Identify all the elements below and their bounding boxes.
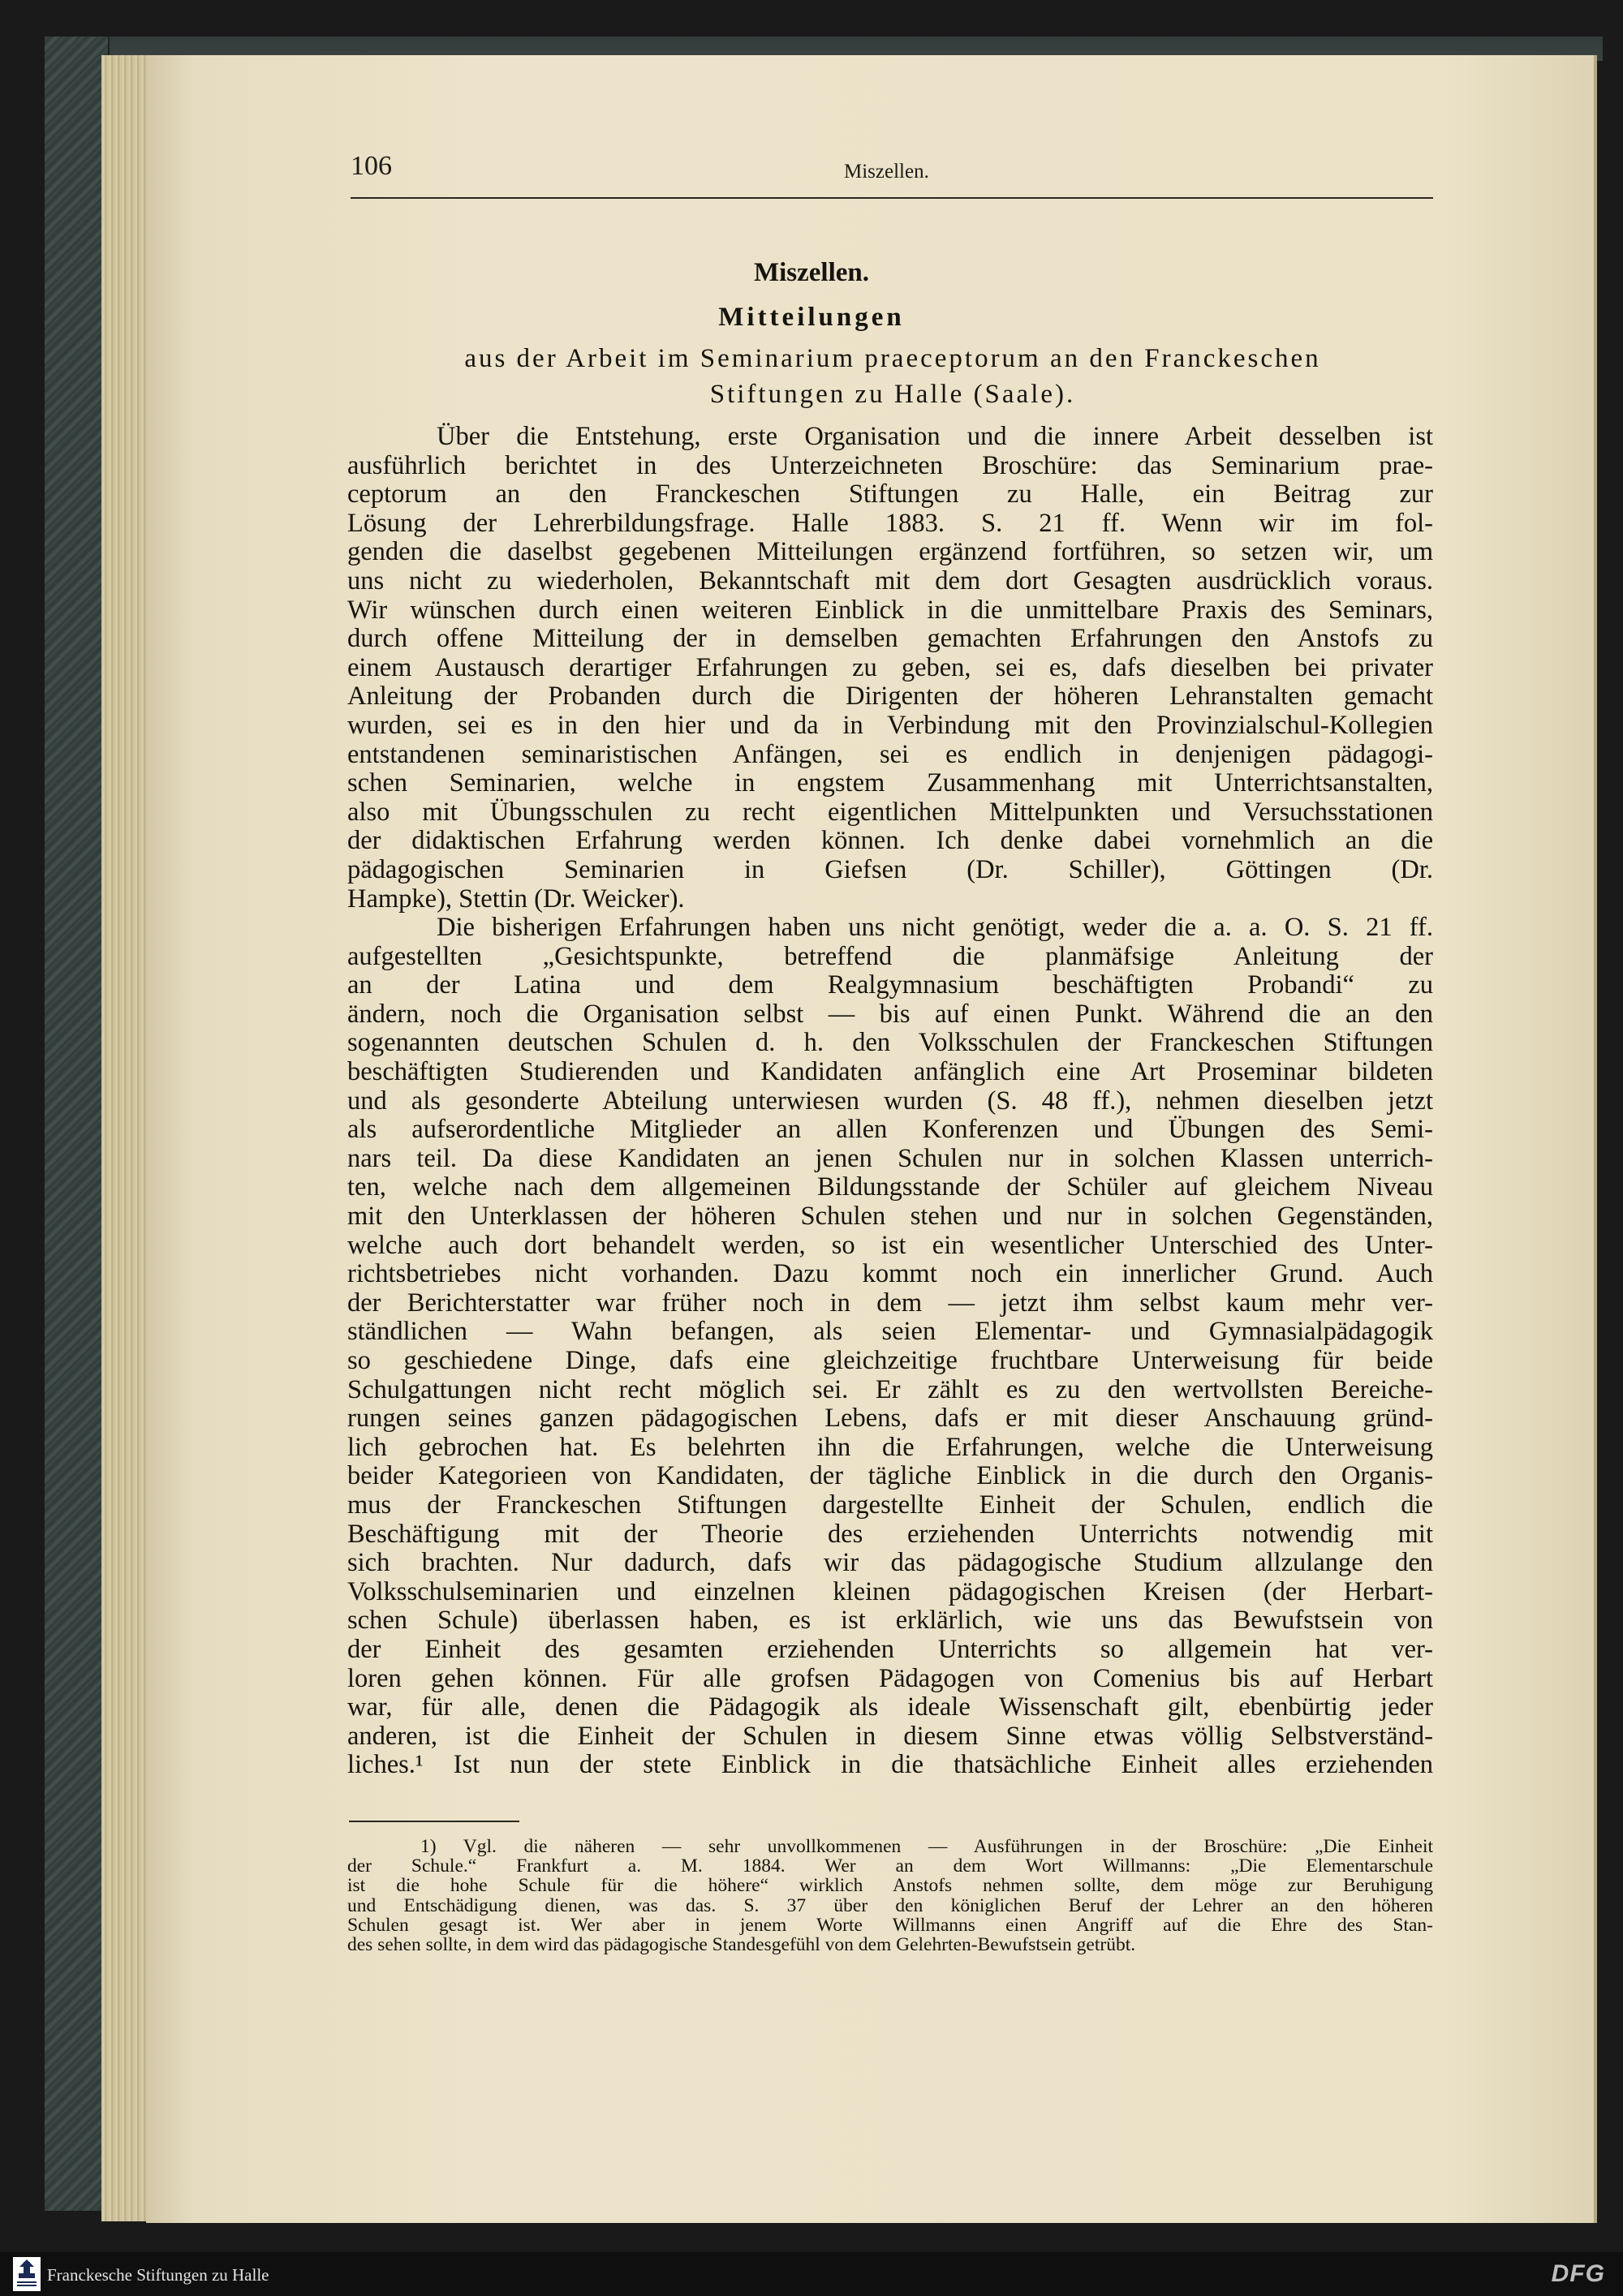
body-line: entstandenen seminaristischen Anfängen, sei es endlich in denjenigen pädagogi- bbox=[347, 740, 1433, 769]
body-line: ausführlich berichtet in des Unterzeichneten Broschüre: das Seminarium prae- bbox=[347, 451, 1433, 480]
body-line: uns nicht zu wiederholen, Bekanntschaft mit dem dort Gesagten ausdrücklich voraus. bbox=[347, 566, 1433, 595]
footnote-line: und Entschädigung dienen, was das. S. 37 über den königlichen Beruf der Lehrer an den höheren bbox=[347, 1895, 1433, 1915]
body-line: so geschiedene Dinge, dafs eine gleichzeitige fruchtbare Unterweisung für beide bbox=[347, 1347, 1433, 1375]
article-subtitle-line: aus der Arbeit im Seminarium praeceptorum an den Franckeschen bbox=[464, 344, 1321, 373]
body-line: durch offene Mitteilung der in demselben gemachten Erfahrungen den Anstofs zu bbox=[347, 625, 1433, 654]
body-line: Hampke), Stettin (Dr. Weicker). bbox=[347, 884, 685, 914]
footnote bbox=[347, 1837, 1433, 1954]
book-binding bbox=[45, 37, 110, 2211]
running-head: Miszellen. bbox=[844, 161, 929, 183]
dfg-logo: DFG bbox=[1551, 2260, 1605, 2287]
institution-label: Franckesche Stiftungen zu Halle bbox=[47, 2265, 269, 2285]
body-line: Lösung der Lehrerbildungsfrage. Halle 1883. S. 21 ff. Wenn wir im fol- bbox=[347, 509, 1433, 538]
body-line: Über die Entstehung, erste Organisation und die innere Arbeit desselben ist bbox=[437, 423, 1433, 451]
body-line: ceptorum an den Franckeschen Stiftungen zu Halle, ein Beitrag zur bbox=[347, 480, 1433, 510]
body-line: Die bisherigen Erfahrungen haben uns nicht genötigt, weder die a. a. O. S. 21 ff. bbox=[437, 914, 1433, 943]
footnote-line: des sehen sollte, in dem wird das pädagogische Standesgefühl von dem Gelehrten-Bewufstsein getrübt. bbox=[347, 1934, 1136, 1955]
body-line: aufgestellten „Gesichtspunkte, betreffend die planmäfsige Anleitung der bbox=[347, 942, 1433, 971]
body-line: nars teil. Da diese Kandidaten an jenen Schulen nur in solchen Klassen unterrich- bbox=[347, 1144, 1433, 1173]
body-line: anderen, ist die Einheit der Schulen in diesem Sinne etwas völlig Selbstverständ- bbox=[347, 1722, 1433, 1751]
article-subtitle-line: Stiftungen zu Halle (Saale). bbox=[709, 380, 1076, 409]
body-line: und als gesonderte Abteilung unterwiesen wurden (S. 48 ff.), nehmen dieselben jetzt bbox=[347, 1086, 1433, 1116]
body-line: Wir wünschen durch einen weiteren Einblick in die unmittelbare Praxis des Seminars, bbox=[347, 595, 1433, 625]
body-line: loren gehen können. Für alle grofsen Pädagogen von Comenius bis auf Herbart bbox=[347, 1664, 1433, 1693]
body-line: lich gebrochen hat. Es belehrten ihn die Erfahrungen, welche die Unterweisung bbox=[347, 1433, 1433, 1462]
body-line: rungen seines ganzen pädagogischen Lebens, dafs er mit dieser Anschauung gründ- bbox=[347, 1404, 1433, 1434]
body-line: als aufserordentliche Mitglieder an allen Konferenzen und Übungen des Semi- bbox=[347, 1116, 1433, 1145]
body-line: der Berichterstatter war früher noch in dem — jetzt ihm selbst kaum mehr ver- bbox=[347, 1288, 1433, 1318]
body-line: war, für alle, denen die Pädagogik als ideale Wissenschaft gilt, ebenbürtig jeder bbox=[347, 1693, 1433, 1722]
body-line: ständlichen — Wahn befangen, als seien Elementar- und Gymnasialpädagogik bbox=[347, 1318, 1433, 1347]
footnote-rule bbox=[349, 1821, 519, 1822]
body-line: Anleitung der Probanden durch die Dirigenten der höheren Lehranstalten gemacht bbox=[347, 682, 1433, 712]
page-number: 106 bbox=[351, 151, 392, 181]
page-edges bbox=[101, 55, 150, 2221]
section-title: Miszellen. bbox=[753, 258, 870, 287]
body-line: der didaktischen Erfahrung werden können. Ich denke dabei vornehmlich an die bbox=[347, 827, 1433, 856]
body-line: sogenannten deutschen Schulen d. h. den Volksschulen der Franckeschen Stiftungen bbox=[347, 1029, 1433, 1058]
body-line: genden die daselbst gegebenen Mitteilungen ergänzend fortführen, so setzen wir, um bbox=[347, 538, 1433, 567]
body-line: Volksschulseminarien und einzelnen kleinen pädagogischen Kreisen (der Herbart- bbox=[347, 1577, 1433, 1606]
institution-logo-icon bbox=[13, 2257, 41, 2291]
body-text bbox=[347, 423, 1433, 1780]
body-line: Schulgattungen nicht recht möglich sei. Er zählt es zu den wertvollsten Bereiche- bbox=[347, 1375, 1433, 1404]
body-line: richtsbetriebes nicht vorhanden. Dazu kommt noch ein innerlicher Grund. Auch bbox=[347, 1260, 1433, 1289]
body-line: mus der Franckeschen Stiftungen dargestellte Einheit der Schulen, endlich die bbox=[347, 1490, 1433, 1520]
body-line: an der Latina und dem Realgymnasium beschäftigten Probandi“ zu bbox=[347, 971, 1433, 1000]
body-line: also mit Übungsschulen zu recht eigentlichen Mittelpunkten und Versuchsstationen bbox=[347, 798, 1433, 827]
footnote-line: der Schule.“ Frankfurt a. M. 1884. Wer an dem Wort Willmanns: „Die Elementarschule bbox=[347, 1856, 1433, 1877]
article-title: Mitteilungen bbox=[718, 303, 905, 332]
body-line: der Einheit des gesamten erziehenden Unterrichts so allgemein hat ver- bbox=[347, 1635, 1433, 1664]
viewer-footer-bar bbox=[0, 2252, 1623, 2296]
body-line: sich brachten. Nur dadurch, dafs wir das pädagogische Studium allzulange den bbox=[347, 1549, 1433, 1578]
footnote-line: ist die hohe Schule für die höhere“ wirklich Anstofs nehmen sollte, dem möge zur Beruhigung bbox=[347, 1876, 1433, 1896]
body-line: ändern, noch die Organisation selbst — bis auf einen Punkt. Während die an den bbox=[347, 1000, 1433, 1029]
body-line: schen Seminarien, welche in engstem Zusammenhang mit Unterrichtsanstalten, bbox=[347, 769, 1433, 798]
body-line: wurden, sei es in den hier und da in Verbindung mit den Provinzialschul-Kollegien bbox=[347, 711, 1433, 740]
footnote-line: Schulen gesagt ist. Wer aber in jenem Worte Willmanns einen Angriff auf die Ehre des Stan- bbox=[347, 1915, 1433, 1935]
body-line: beschäftigten Studierenden und Kandidaten anfänglich eine Art Proseminar bildeten bbox=[347, 1058, 1433, 1087]
header-rule bbox=[351, 197, 1433, 199]
footnote-line: 1) Vgl. die näheren — sehr unvollkommenen — Ausführungen in der Broschüre: „Die Einheit bbox=[420, 1837, 1433, 1857]
body-line: mit den Unterklassen der höheren Schulen stehen und nur in solchen Gegenständen, bbox=[347, 1202, 1433, 1232]
article-subtitle bbox=[357, 341, 1428, 412]
body-line: schen Schule) überlassen haben, es ist erklärlich, wie uns das Bewufstsein von bbox=[347, 1606, 1433, 1636]
body-line: einem Austausch derartiger Erfahrungen zu geben, sei es, dafs dieselben bei privater bbox=[347, 653, 1433, 682]
body-line: beider Kategorieen von Kandidaten, der tägliche Einblick in die durch den Organis- bbox=[347, 1462, 1433, 1491]
body-line: liches.¹ Ist nun der stete Einblick in die thatsächliche Einheit alles erziehenden bbox=[347, 1751, 1433, 1780]
body-line: pädagogischen Seminarien in Giefsen (Dr. Schiller), Göttingen (Dr. bbox=[347, 855, 1433, 884]
body-line: ten, welche nach dem allgemeinen Bildungsstande der Schüler auf gleichem Niveau bbox=[347, 1173, 1433, 1202]
body-line: Beschäftigung mit der Theorie des erziehenden Unterrichts notwendig mit bbox=[347, 1520, 1433, 1549]
body-line: welche auch dort behandelt werden, so ist ein wesentlicher Unterschied des Unter- bbox=[347, 1231, 1433, 1260]
